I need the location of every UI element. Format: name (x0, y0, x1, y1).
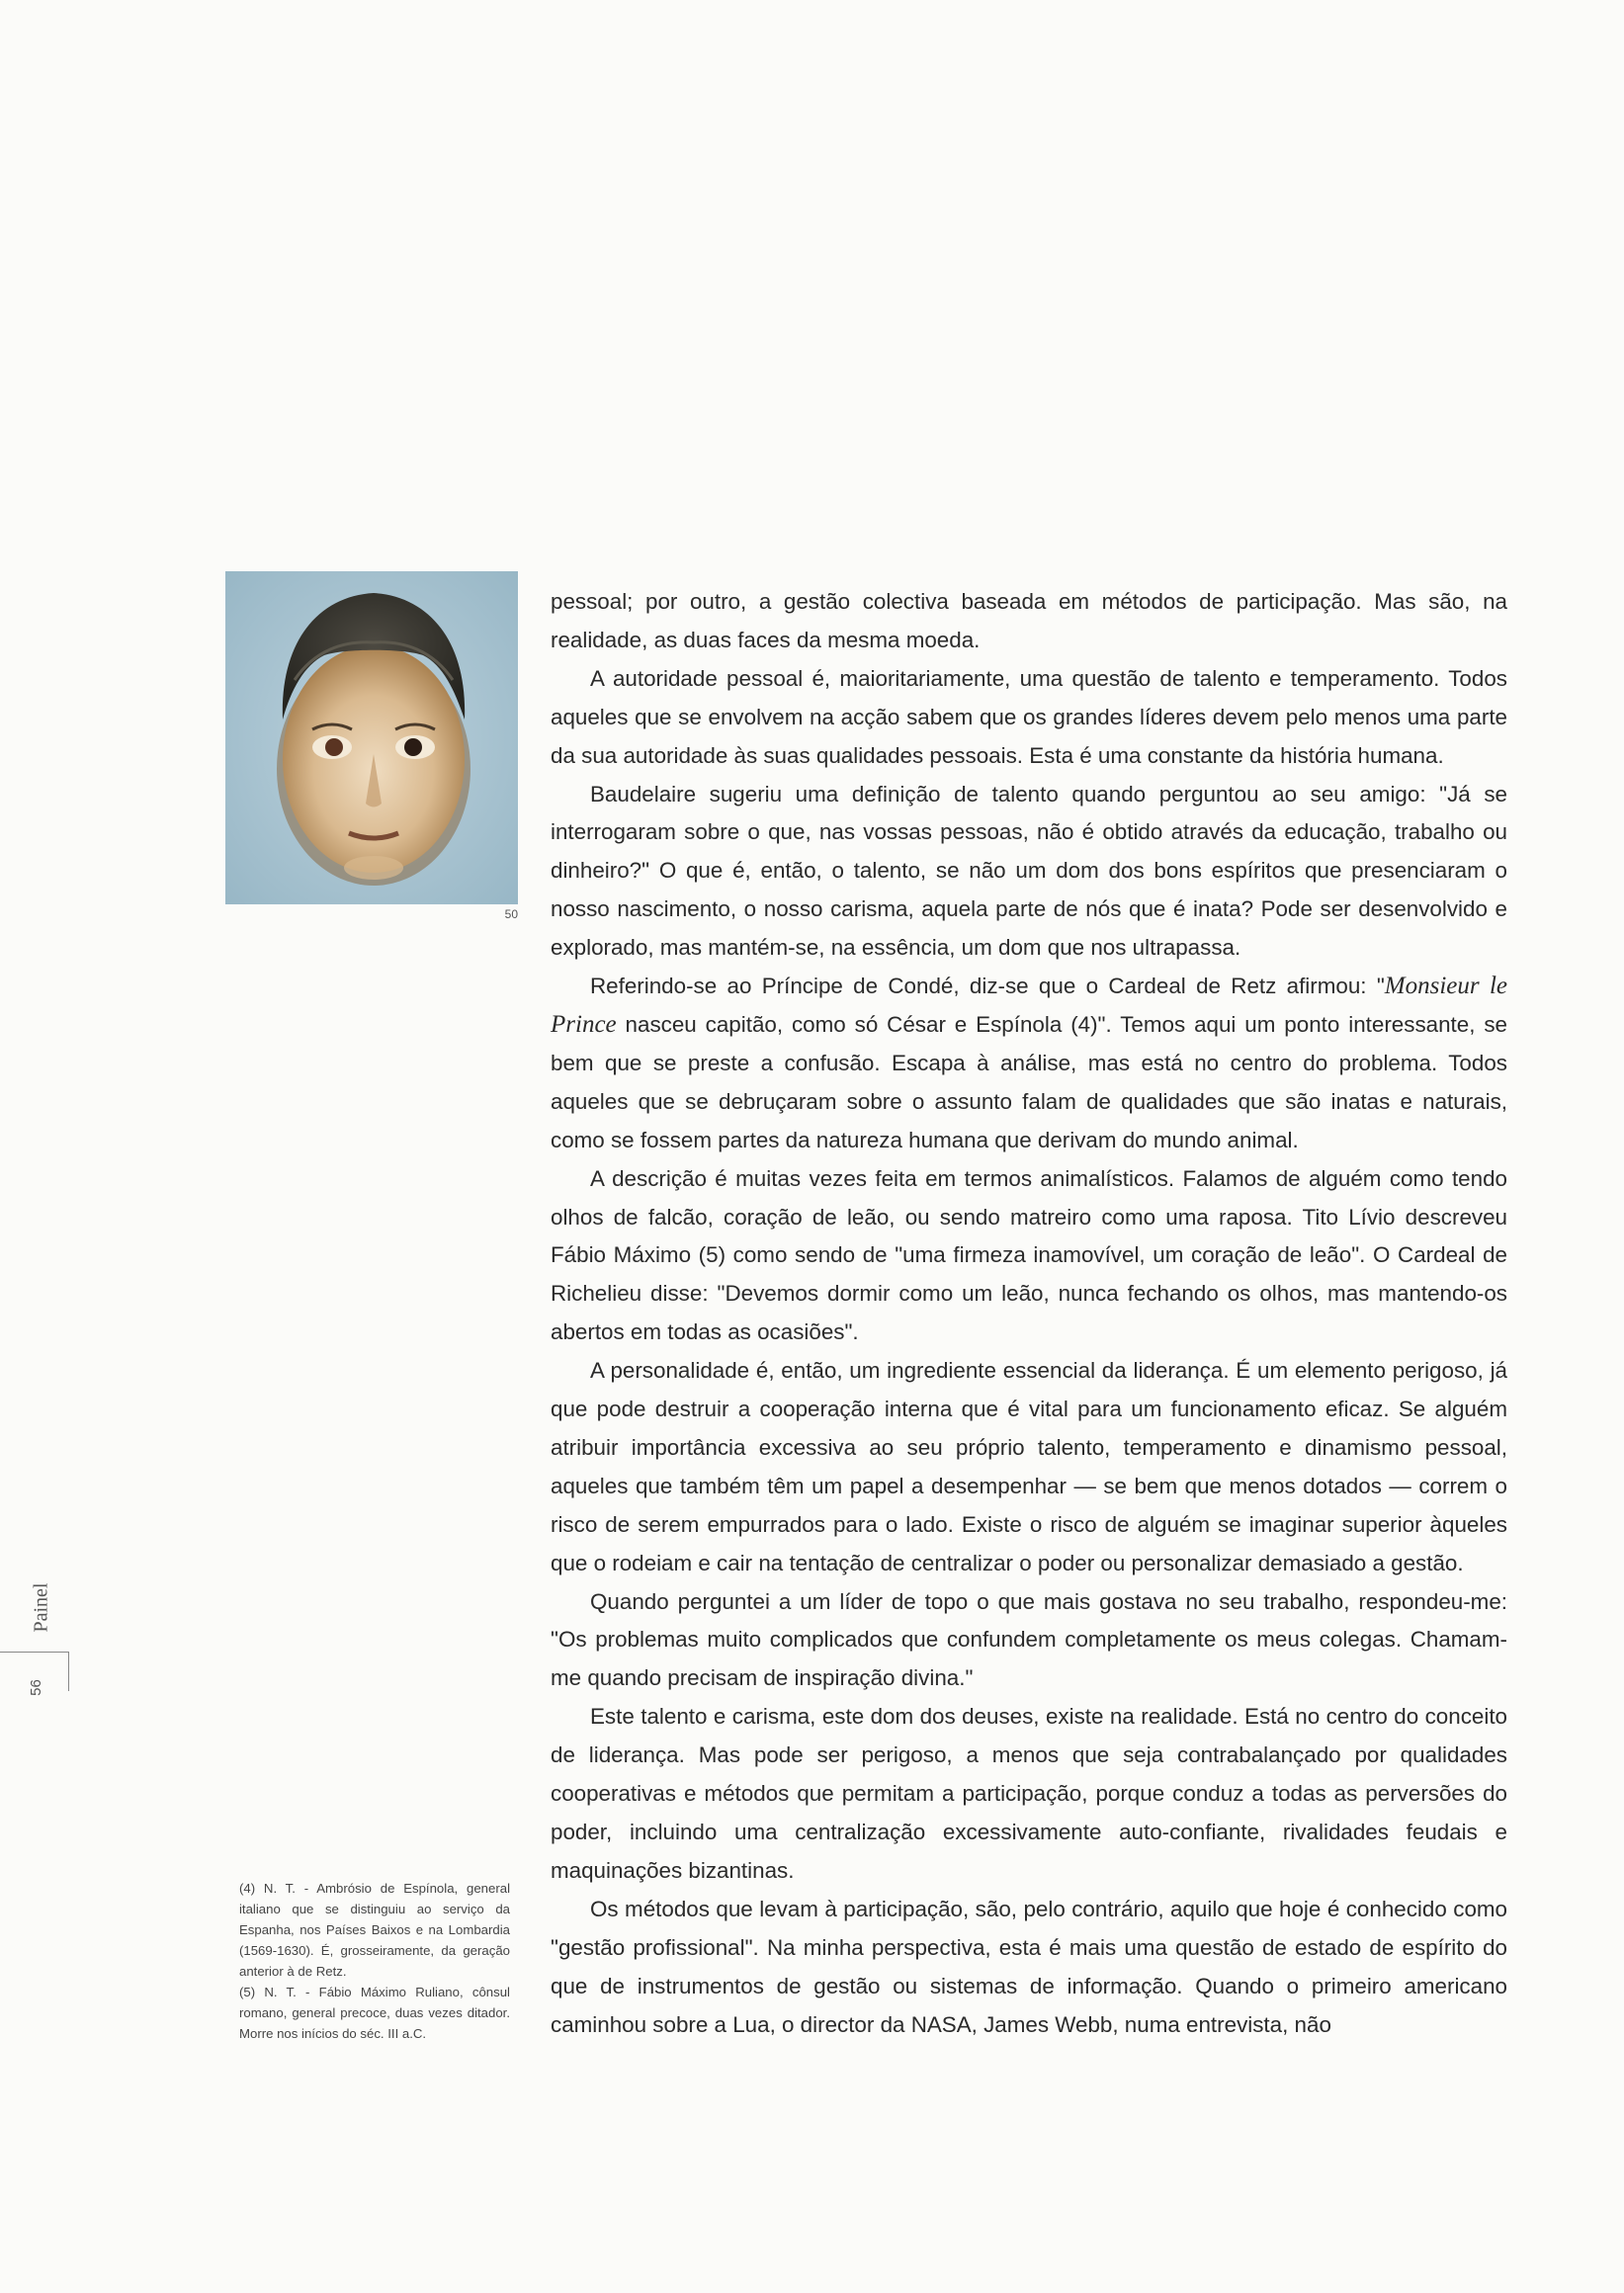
mask-photo (225, 571, 518, 904)
folio (0, 1567, 69, 1705)
body-text (551, 583, 1507, 2044)
footnote-5: (5) N. T. - Fábio Máximo Ruliano, cônsul romano, general precoce, duas vezes ditador. Morre nos inícios do séc. III a.C. (239, 1985, 510, 2041)
footnote-4: (4) N. T. - Ambrósio de Espínola, general italiano que se distinguiu ao serviço da Espanha, nos Países Baixos e na Lombardia (1569-1630). É, grosseiramente, da geração anterior à de Retz. (239, 1881, 510, 1979)
mask-photo-icon (225, 571, 518, 904)
italic-phrase: Monsieur le Prince (551, 973, 1507, 1038)
paragraph-text: nasceu capitão, como só César e Espínola (4)". Temos aqui um ponto interessante, se bem que se preste a confusão. Escapa à análise, mas está no centro do problema. Todos aqueles que se debruçaram sobre o assunto falam de qualidades que são inatas e naturais, como se fossem partes da natureza humana que derivam do mundo animal. (551, 1011, 1507, 1152)
page-number: 56 (27, 1679, 44, 1696)
paragraph: A autoridade pessoal é, maioritariamente, uma questão de talento e temperamento. Todos aqueles que se envolvem na acção sabem que os grandes líderes devem pelo menos uma parte da sua autoridade às suas qualidades pessoais. Esta é uma constante da história humana. (551, 665, 1507, 768)
paragraph: A descrição é muitas vezes feita em termos animalísticos. Falamos de alguém como tendo olhos de falcão, coração de leão, ou sendo matreiro como uma raposa. Tito Lívio descreveu Fábio Máximo (5) como sendo de "uma firmeza inamovível, um coração de leão". O Cardeal de Richelieu disse: "Devemos dormir como um leão, nunca fechando os olhos, mas mantendo-os abertos em todas as ocasiões". (551, 1165, 1507, 1345)
folio-divider (68, 1652, 69, 1691)
paragraph: Baudelaire sugeriu uma definição de talento quando perguntou ao seu amigo: "Já se interrogaram sobre o que, nas vossas pessoas, não é obtido através da educação, trabalho ou dinheiro?" O que é, então, o talento, se não um dom dos bons espíritos que presenciaram o nosso nascimento, o nosso carisma, aquela parte de nós que é inata? Pode ser desenvolvido e explorado, mas mantém-se, na essência, um dom que nos ultrapassa. (551, 781, 1507, 961)
paragraph: Quando perguntei a um líder de topo o que mais gostava no seu trabalho, respondeu-me: "Os problemas muito complicados que confundem completamente os meus colegas. Chamam-me quando precisam de inspiração divina." (551, 1588, 1507, 1691)
footnotes (239, 1878, 510, 2044)
figure-number: 50 (504, 907, 518, 921)
paragraph: Os métodos que levam à participação, são, pelo contrário, aquilo que hoje é conhecido como "gestão profissional". Na minha perspectiva, esta é mais uma questão de estado de espírito do que de instrumentos de gestão ou sistemas de informação. Quando o primeiro americano caminhou sobre a Lua, o director da NASA, James Webb, numa entrevista, não (551, 1896, 1507, 2037)
folio-divider (0, 1652, 69, 1653)
section-title: Painel (30, 1582, 52, 1633)
paragraph: A personalidade é, então, um ingrediente essencial da liderança. É um elemento perigoso, já que pode destruir a cooperação interna que é vital para um funcionamento eficaz. Se alguém atribuir importância excessiva ao seu próprio talento, temperamento e dinamismo pessoal, aqueles que também têm um papel a desempenhar — se bem que menos dotados — correm o risco de serem empurrados para o lado. Existe o risco de alguém se imaginar superior àqueles que o rodeiam e cair na tentação de centralizar o poder ou personalizar demasiado a gestão. (551, 1358, 1507, 1575)
paragraph-text: Referindo-se ao Príncipe de Condé, diz-se que o Cardeal de Retz afirmou: " (590, 974, 1385, 999)
paragraph (551, 968, 1507, 1160)
paragraph: Este talento e carisma, este dom dos deuses, existe na realidade. Está no centro do conceito de liderança. Mas pode ser perigoso, a menos que seja contrabalançado por qualidades cooperativas e métodos que permitam a participação, porque conduz a todas as perversões do poder, incluindo uma centralização excessivamente auto-confiante, rivalidades feudais e maquinações bizantinas. (551, 1704, 1507, 1883)
paragraph: pessoal; por outro, a gestão colectiva baseada em métodos de participação. Mas são, na realidade, as duas faces da mesma moeda. (551, 589, 1507, 652)
